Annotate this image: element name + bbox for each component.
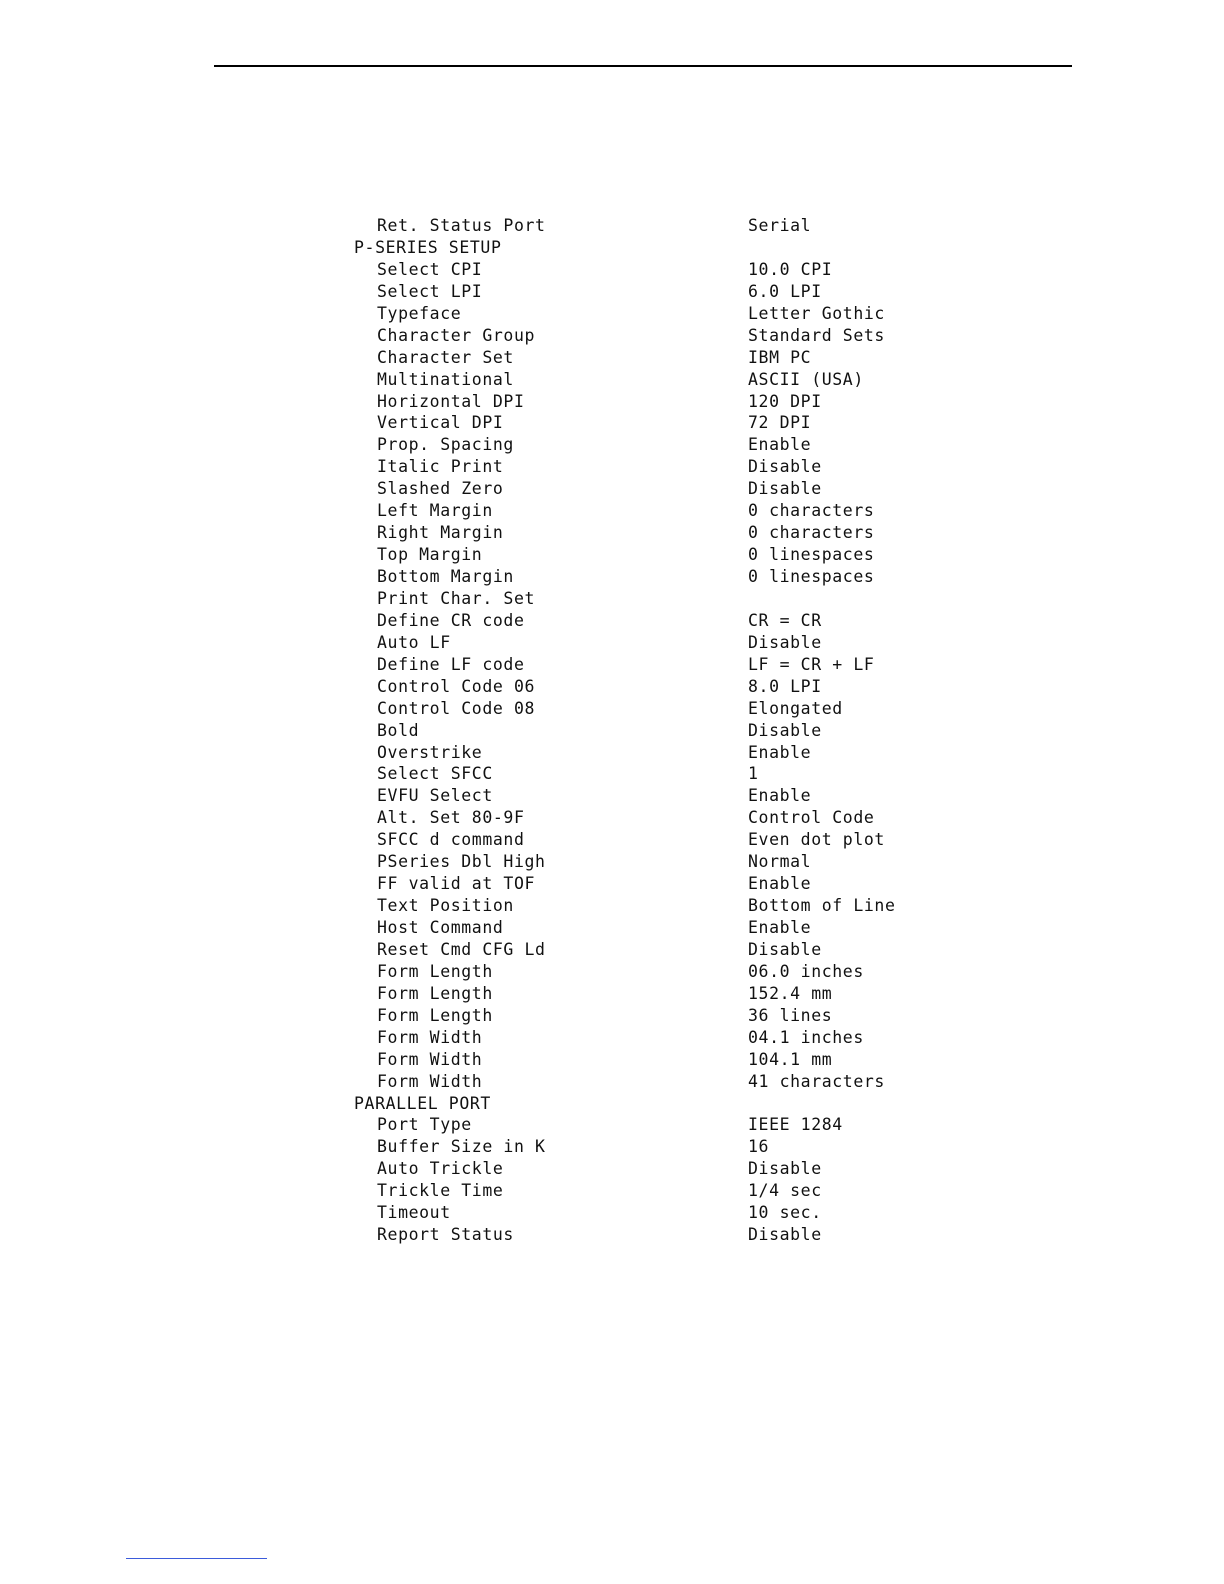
setting-label: Auto Trickle [377,1159,504,1179]
setting-row [354,347,954,369]
setting-label: Report Status [377,1225,514,1245]
setting-value: Enable [748,742,812,762]
setting-label: Overstrike [377,742,483,762]
setting-label: Horizontal DPI [377,391,525,411]
setting-row [354,763,954,785]
setting-value: 152.4 mm [748,983,833,1003]
setting-value: Letter Gothic [748,303,885,323]
setting-value: 36 lines [748,1005,833,1025]
setting-label: Italic Print [377,457,504,477]
setting-value: Disable [748,632,822,652]
section-heading-row [354,1093,954,1115]
setting-label: Top Margin [377,545,483,565]
setting-value: Standard Sets [748,325,885,345]
setting-label: Slashed Zero [377,479,504,499]
setting-row [354,1180,954,1202]
setting-label: Form Width [377,1049,483,1069]
setting-label: Select SFCC [377,764,493,784]
setting-row [354,961,954,983]
setting-label: Form Length [377,961,493,981]
setting-value: 04.1 inches [748,1027,864,1047]
setting-row [354,983,954,1005]
setting-label: FF valid at TOF [377,874,536,894]
setting-value: 0 linespaces [748,545,875,565]
setting-label: Port Type [377,1115,472,1135]
setting-row [354,522,954,544]
setting-value: 10 sec. [748,1203,822,1223]
setting-row [354,632,954,654]
footer-link-underline [126,1558,267,1559]
setting-value: Enable [748,918,812,937]
setting-value: Disable [748,720,822,740]
setting-value: Enable [748,874,812,894]
setting-label: Timeout [377,1203,451,1223]
setting-row [354,895,954,917]
setting-label: Vertical DPI [377,413,504,433]
setting-label: Define LF code [377,654,525,674]
setting-label: SFCC d command [377,830,525,850]
setting-label: Auto LF [377,632,451,652]
setting-label: Character Set [377,347,514,367]
setting-row [354,1224,954,1246]
setting-value: 120 DPI [748,391,822,411]
setting-row [354,1027,954,1049]
setting-row [354,1114,954,1136]
setting-label: Form Length [377,1005,493,1025]
setting-row [354,588,954,610]
setting-value: Elongated [748,698,843,718]
setting-value: Bottom of Line [748,896,896,916]
setting-value: Normal [748,852,812,872]
setting-label: Buffer Size in K [377,1137,546,1157]
setting-row [354,544,954,566]
setting-label: Define CR code [377,610,525,630]
setting-label: Control Code 06 [377,676,536,696]
setting-row [354,698,954,720]
setting-row [354,215,954,237]
setting-label: Ret. Status Port [377,216,546,235]
setting-row [354,281,954,303]
setting-row [354,500,954,522]
setting-row [354,1158,954,1180]
setting-value: Disable [748,479,822,499]
setting-label: Right Margin [377,523,504,543]
setting-value: CR = CR [748,610,822,630]
section-heading: P-SERIES SETUP [354,237,502,257]
setting-row [354,1049,954,1071]
setting-value: 41 characters [748,1071,885,1091]
setting-row [354,434,954,456]
setting-value: 104.1 mm [748,1049,833,1069]
setting-value: 72 DPI [748,413,812,433]
setting-value: Disable [748,1159,822,1179]
setting-row [354,785,954,807]
setting-row [354,1005,954,1027]
setting-row [354,873,954,895]
setting-row [354,917,954,939]
setting-row [354,456,954,478]
setting-row [354,412,954,434]
setting-value: 0 characters [748,501,875,521]
setting-value: 06.0 inches [748,961,864,981]
setting-label: Host Command [377,918,504,937]
setting-label: Bottom Margin [377,567,514,586]
setting-row [354,478,954,500]
setting-value: Disable [748,1225,822,1245]
setting-label: Prop. Spacing [377,435,514,455]
setting-row [354,1071,954,1093]
section-heading: PARALLEL PORT [354,1093,491,1113]
setting-label: PSeries Dbl High [377,852,546,872]
setting-row [354,1202,954,1224]
setting-value: Enable [748,786,812,806]
setting-value: Disable [748,939,822,959]
setting-value: 6.0 LPI [748,281,822,301]
setting-label: Reset Cmd CFG Ld [377,939,546,959]
setting-label: Print Char. Set [377,588,536,608]
setting-value: 10.0 CPI [748,259,833,279]
setting-value: IBM PC [748,347,812,367]
setting-label: Form Width [377,1071,483,1091]
setting-value: Even dot plot [748,830,885,850]
setting-value: Serial [748,216,812,235]
setting-label: Trickle Time [377,1181,504,1201]
setting-row [354,851,954,873]
setting-label: Form Width [377,1027,483,1047]
setting-label: Select LPI [377,281,483,301]
setting-label: Typeface [377,303,462,323]
setting-value: 0 linespaces [748,567,875,586]
setting-value: LF = CR + LF [748,654,875,674]
setting-row [354,720,954,742]
setting-value: IEEE 1284 [748,1115,843,1135]
setting-row [354,566,954,588]
setting-value: 16 [748,1137,770,1157]
setting-label: Bold [377,720,420,740]
setting-value: 1/4 sec [748,1181,822,1201]
setting-value: Control Code [748,808,875,828]
setting-row [354,303,954,325]
setting-row [354,807,954,829]
setting-label: Alt. Set 80-9F [377,808,525,828]
setting-row [354,325,954,347]
setting-row [354,676,954,698]
setting-row [354,369,954,391]
header-rule [214,65,1072,67]
setting-row [354,1136,954,1158]
setting-label: Multinational [377,369,514,389]
setting-label: Text Position [377,896,514,916]
setting-value: 1 [748,764,759,784]
setting-label: EVFU Select [377,786,493,806]
setting-row [354,654,954,676]
setting-row [354,610,954,632]
config-listing [354,215,954,1246]
setting-value: Disable [748,457,822,477]
setting-row [354,939,954,961]
setting-value: ASCII (USA) [748,369,864,389]
setting-row [354,259,954,281]
setting-label: Control Code 08 [377,698,536,718]
setting-row [354,742,954,764]
setting-label: Character Group [377,325,536,345]
setting-value: Enable [748,435,812,455]
setting-value: 8.0 LPI [748,676,822,696]
setting-label: Form Length [377,983,493,1003]
section-heading-row [354,237,954,259]
setting-row [354,391,954,413]
setting-label: Select CPI [377,259,483,279]
setting-row [354,829,954,851]
setting-label: Left Margin [377,501,493,521]
setting-value: 0 characters [748,523,875,543]
